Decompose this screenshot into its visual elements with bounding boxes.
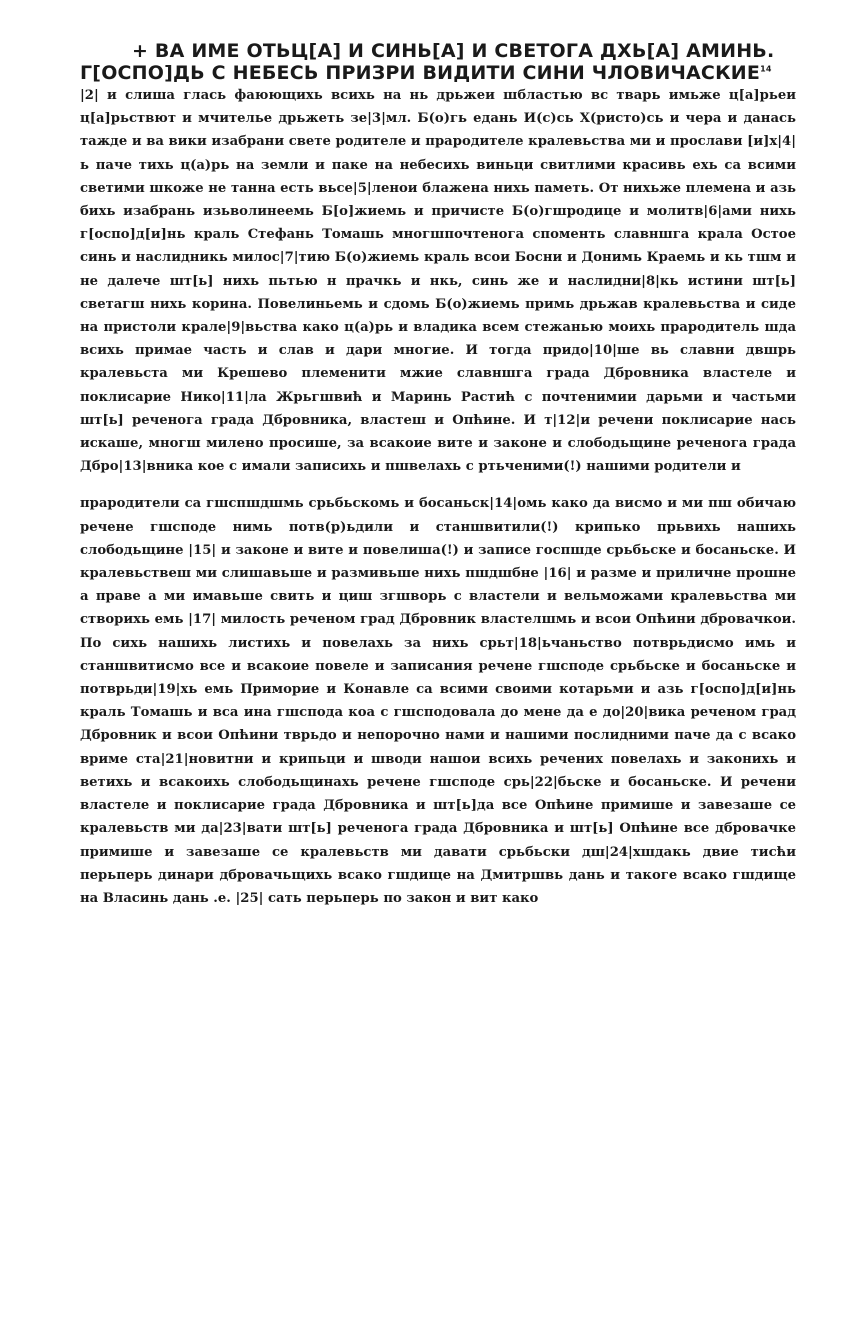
invocation-subtitle-text: Г[ОСПО]ДЬ С НЕБЕСЬ ПРИЗРИ ВИДИТИ СИНИ ЧЛОВИЧАСКИЕ: [80, 62, 761, 84]
invocation-title: + ВА ИМЕ ОТЬЦ[А] И СИНЬ[А] И СВЕТОГА ДХЬ[А] АМИНЬ.: [132, 40, 775, 62]
charter-paragraph-1: |2| и слиша глась фаюющихь всихь на нь дрьжеи шбластью вс тварь имьже ц[а]рьеи ц[а]рьствют и мчителье дрьжеть зе|3|мл. Б(о)гь едань И(с)сь Х(ристо)сь и чера и данась тажде и ва вики изабрани свете родителе и прародителе кралевьства ми и прослави [и]х|4|ь паче тихь ц(а)рь на земли и паке на небесихь виньци свитлими красивь ехь са всими светими шкоже не танна есть вьсе|5|ленои блажена нихь паметь. От нихьже племена и азь бихь изабрань изьволинеемь Б[о]жиемь и причисте Б(о)гшродице и молитв|6|ами нихь г[оспо]д[и]нь краль Стефань Томашь многшпочтеногa споменть славншга крала Остое синь и наслидникь милос|7|тию Б(о)жиемь краль всои Босни и Донимь Краемь и кь тшм и не далече шт[ь] нихь пьтью н прачкь и нкь, синь же и наслидни|8|кь истини шт[ь] светагш нихь корина. Повелиньемь и сдомь Б(о)жиемь примь дрьжав кралевьства и сиде на пристоли крале|9|вьства како ц(а)рь и владика всем стежанью моихь прародитель шда всихь примае часть и слав и дари многие. И тогда придо|10|ше вь славни двшрь кралевьста ми Крешево племенити мжие славншга града Дбровника властеле и поклисарие Нико|11|ла Жрьгшвић и Маринь Растић с почтенимии дарьми и частьми шт[ь] реченога града Дбровника, властеш и Опћине. И т|12|и речени поклисарие нась искаше, многш милено просише, за всакоие вите и законе и слободьщине реченога града Дбро|13|вника кое с имали записихь и пшвелахь с ртьченими(!) нашими родители и: [80, 88, 796, 475]
charter-paragraph-2: прародители са гшспшдшмь срьбьскомь и босаньск|14|омь како да висмо и ми пш обичаю речене гшсподе нимь потв(р)ьдили и станшвитили(!) крипько прьвихь нашихь слободьщине |15| и законе и вите и повелиша(!) и записе госпшде срьбьске и босаньске. И кралевьствеш ми слишавьше и размивьше нихь пшдшбне |16| и разме и приличне прошне а праве а ми имавьше свить и циш згшворь с властели и вельможами кралевьства ми створихь емь |17| милость реченом град Дбровник властелшмь и всои Опћини дбровачкои. По сихь нашихь листихь и повелахь за нихь срьт|18|ьчаньство потврьдисмо имь и станшвитисмо все и всакоие повеле и записания речене гшсподе срьбьске и босаньске и потврьди|19|хь емь Приморие и Конавле са всими своими котарьми и азь г[оспо]д[и]нь краль Томашь и вса ина гшспода коа с гшсподовала до мене да е до|20|вика реченом град Дбровник и всои Опћини тврьдо и непорочно нами и нашими послидними паче да с всако вриме ста|21|новитни и крипьци и шводи нашои всихь речених повелахь и законихь и ветихь и всакоихь слободьщинахь речене гшсподе срь|22|бьске и босаньске. И речени властеле и поклисарие града Дбровника и шт[ь]да все Опћине примише и завезаше се кралевьств ми да|23|вати шт[ь] реченога града Дбровника и шт[ь] Опћине все дбровачке примише и завезаше се кралевьств ми давати срьбьски дш|24|хшдакь двие тисћи перьперь динари дбровачьщихь всако гшдище на Дмитршвь дань и такоге всако гшдище на Власинь дань .е. |25| сать перьперь по закон и вит како: [80, 496, 796, 906]
document-page: [80, 40, 796, 910]
paragraph-gap: [80, 478, 796, 492]
footnote-marker: 14: [760, 64, 772, 74]
invocation-subtitle: [80, 62, 796, 84]
